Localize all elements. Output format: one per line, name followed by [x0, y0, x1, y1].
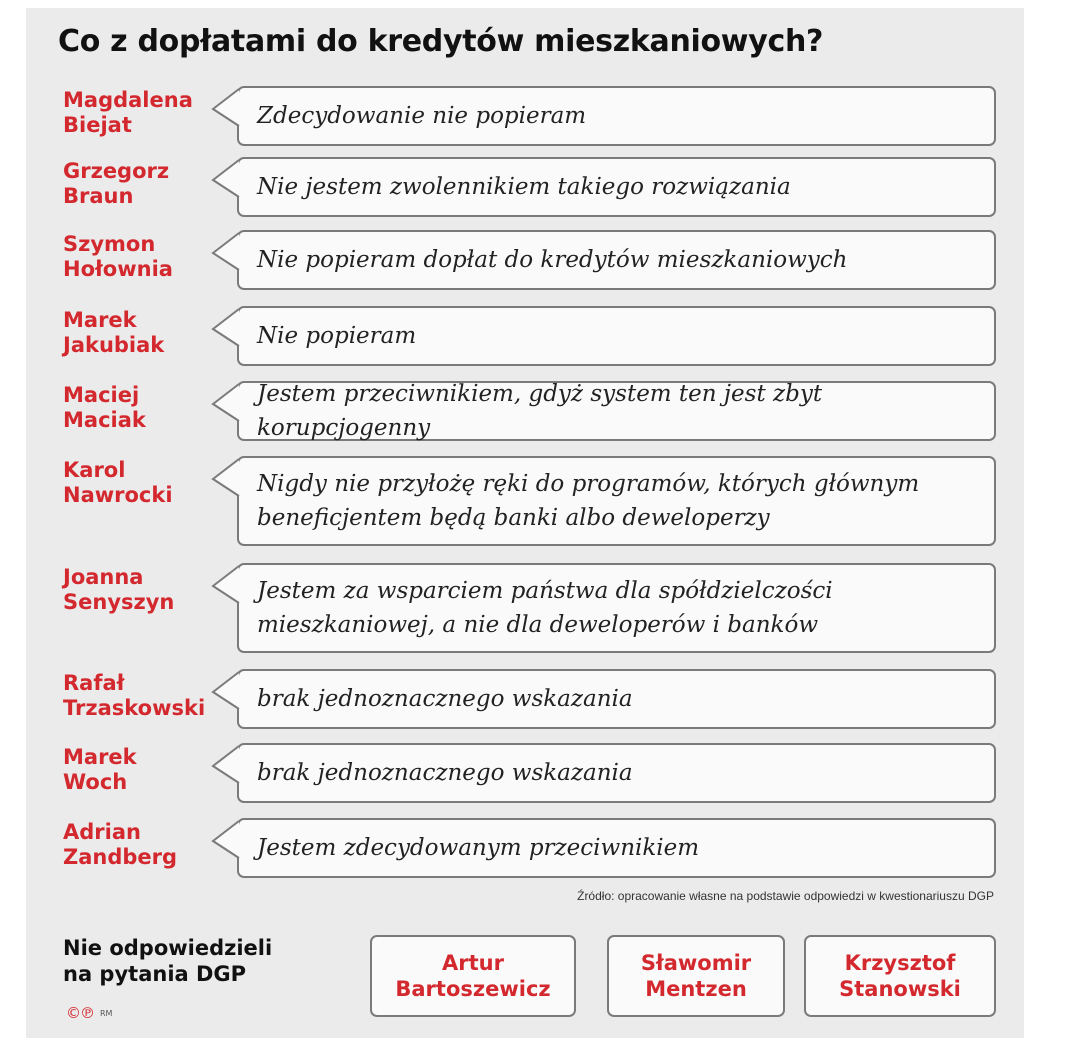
speech-tail-fill: [213, 821, 239, 858]
credit-line: [66, 1004, 112, 1022]
answer-bubble: [237, 456, 996, 546]
answer-bubble: [237, 743, 996, 803]
answer-bubble: [237, 818, 996, 878]
candidate-name: Joanna Senyszyn: [63, 565, 175, 614]
speech-tail: [211, 230, 241, 274]
candidate-name: Karol Nawrocki: [63, 458, 173, 507]
candidate-name: Rafał Trzaskowski: [63, 671, 206, 720]
speech-tail: [211, 669, 241, 713]
speech-tail-fill: [213, 160, 239, 197]
answer-text: Zdecydowanie nie popieram: [257, 103, 587, 129]
answer-text: Nie popieram: [257, 323, 417, 349]
speech-tail: [211, 306, 241, 350]
answer-text: Jestem za wsparciem państwa dla spółdzielczości mieszkaniowej, a nie dla deweloperów i banków: [257, 578, 833, 638]
answer-bubble: [237, 563, 996, 653]
speech-tail: [211, 381, 241, 425]
answer-bubble: [237, 230, 996, 290]
candidate-name: Maciej Maciak: [63, 383, 146, 432]
answer-text: brak jednoznacznego wskazania: [257, 686, 633, 712]
speech-tail-fill: [213, 89, 239, 126]
source-note: Źródło: opracowanie własne na podstawie odpowiedzi w kwestionariuszu DGP: [577, 889, 994, 903]
infographic-title: Co z dopłatami do kredytów mieszkaniowych?: [58, 24, 824, 59]
candidate-name: Marek Woch: [63, 745, 137, 794]
speech-tail-fill: [213, 309, 239, 346]
speech-tail: [211, 456, 241, 500]
speech-tail-fill: [213, 233, 239, 270]
no-answer-label: [63, 935, 272, 987]
speech-tail: [211, 743, 241, 787]
speech-tail: [211, 86, 241, 130]
speech-tail-fill: [213, 566, 239, 603]
speech-tail: [211, 818, 241, 862]
candidate-name: Grzegorz Braun: [63, 159, 170, 208]
answer-bubble: [237, 381, 996, 441]
answer-bubble: [237, 669, 996, 729]
answer-bubble: [237, 157, 996, 217]
answer-text: Jestem zdecydowanym przeciwnikiem: [257, 835, 700, 861]
speech-tail-fill: [213, 746, 239, 783]
candidate-name: Adrian Zandberg: [63, 820, 178, 869]
no-answer-candidate-name: Artur Bartoszewicz: [395, 951, 551, 1001]
candidate-name: Marek Jakubiak: [63, 308, 165, 357]
author-initials: RM: [100, 1008, 113, 1018]
speech-tail-fill: [213, 672, 239, 709]
no-answer-candidate-name: Sławomir Mentzen: [640, 951, 752, 1001]
no-answer-candidate-box: [804, 935, 996, 1017]
speech-tail: [211, 563, 241, 607]
answer-bubble: [237, 86, 996, 146]
speech-tail-fill: [213, 384, 239, 421]
candidate-name: Magdalena Biejat: [63, 88, 193, 137]
speech-tail-fill: [213, 459, 239, 496]
candidate-name: Szymon Hołownia: [63, 232, 173, 281]
answer-text: Jestem przeciwnikiem, gdyż system ten jest zbyt korupcjogenny: [257, 381, 823, 441]
no-answer-candidate-name: Krzysztof Stanowski: [839, 951, 961, 1001]
no-answer-label-text: Nie odpowiedzieli na pytania DGP: [63, 936, 273, 986]
answer-text: Nie popieram dopłat do kredytów mieszkaniowych: [257, 247, 848, 273]
no-answer-candidate-box: [607, 935, 785, 1017]
copyright-logo: ©℗: [66, 1004, 94, 1022]
answer-text: Nie jestem zwolennikiem takiego rozwiązania: [257, 174, 791, 200]
answer-text: Nigdy nie przyłożę ręki do programów, których głównym beneficjentem będą banki albo deweloperzy: [257, 471, 920, 531]
speech-tail: [211, 157, 241, 201]
answer-text: brak jednoznacznego wskazania: [257, 760, 633, 786]
answer-bubble: [237, 306, 996, 366]
no-answer-candidate-box: [370, 935, 576, 1017]
